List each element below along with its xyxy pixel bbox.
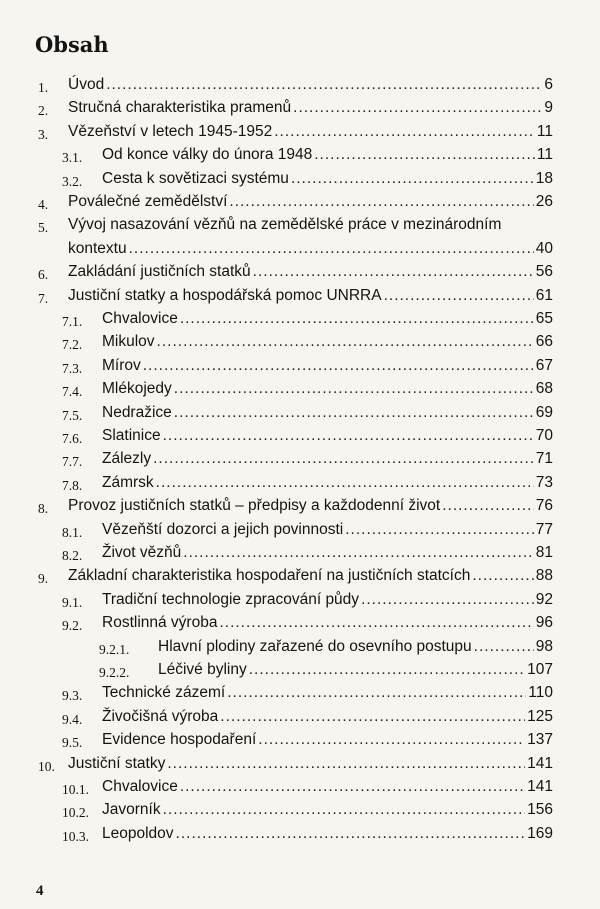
toc-entry-number: 7.5. — [62, 407, 83, 423]
toc-entry-page: 169 — [527, 824, 553, 842]
toc-entry-title: Vývoj nasazování vězňů na zemědělské práce v mezinárodním — [68, 216, 502, 234]
dot-leader — [180, 310, 534, 328]
toc-entry-page: 11 — [536, 122, 553, 140]
toc-entry-page: 73 — [535, 473, 553, 491]
dot-leader — [293, 99, 542, 117]
toc-entry-line — [102, 450, 553, 468]
toc-entry-number: 9.2.1. — [99, 641, 130, 657]
toc-entry-title: Justiční statky — [68, 754, 166, 772]
toc-entry-title: Živočišná výroba — [102, 707, 219, 725]
dot-leader — [249, 661, 525, 679]
toc-entry-line — [102, 825, 553, 843]
toc-entry-title: Poválečné zemědělství — [68, 193, 228, 210]
toc-entry-page: 156 — [527, 801, 553, 819]
toc-entry-number: 5. — [38, 220, 49, 236]
toc-entry — [0, 521, 600, 544]
dot-leader — [157, 333, 534, 351]
toc-entry-line — [102, 427, 553, 445]
toc-entry-page: 71 — [535, 450, 553, 468]
toc-entry-number: 7. — [38, 290, 49, 306]
toc-entry-title: Nedražice — [102, 403, 172, 421]
toc-entry — [0, 661, 600, 684]
toc-entry — [0, 263, 600, 286]
toc-entry-line — [102, 521, 553, 539]
toc-entry-title: kontextu — [68, 239, 127, 257]
toc-entry — [0, 170, 600, 193]
toc-entry-line — [68, 76, 553, 94]
toc-entry-page: 107 — [527, 661, 553, 678]
dot-leader — [345, 521, 534, 539]
toc-entry-page: 76 — [535, 497, 553, 515]
toc-entry-continuation — [0, 240, 600, 263]
toc-entry — [0, 146, 600, 169]
toc-entry-page: 88 — [535, 567, 553, 585]
toc-entry-line — [68, 755, 553, 773]
dot-leader — [474, 638, 534, 656]
toc-entry-line — [102, 544, 553, 562]
toc-entry-title: Hlavní plodiny zařazené do osevního postupu — [158, 637, 472, 655]
toc-entry-number: 7.4. — [62, 384, 83, 400]
toc-entry-title: Tradiční technologie zpracování půdy — [102, 590, 360, 608]
toc-entry-number: 9.2.2. — [99, 665, 130, 680]
dot-leader — [258, 731, 525, 749]
toc-entry-number: 9.2. — [62, 618, 83, 634]
toc-entry-number: 9.4. — [62, 711, 83, 727]
toc-entry — [0, 474, 600, 497]
dot-leader — [361, 591, 534, 609]
toc-entry-line — [158, 638, 553, 656]
dot-leader — [384, 287, 534, 305]
toc-entry-line — [158, 661, 553, 679]
toc-entry — [0, 731, 600, 754]
dot-leader — [442, 497, 534, 515]
toc-entry-title: Mikulov — [102, 333, 155, 351]
dot-leader — [176, 825, 526, 843]
toc-entry — [0, 76, 600, 99]
toc-entry-number: 7.1. — [62, 314, 83, 329]
toc-entry-title: Vězeňství v letech 1945-1952 — [68, 122, 273, 140]
toc-entry — [0, 825, 600, 848]
toc-entry — [0, 801, 600, 824]
toc-entry-page: 69 — [535, 403, 553, 421]
dot-leader — [163, 801, 526, 819]
toc-entry-line — [102, 333, 553, 351]
toc-entry-title: Zámrsk — [102, 473, 154, 491]
toc-entry-number: 9.1. — [62, 594, 83, 610]
toc-entry-title: Mlékojedy — [102, 380, 172, 398]
toc-entry-line — [68, 287, 553, 305]
toc-entry — [0, 99, 600, 122]
toc-entry-line — [102, 731, 553, 749]
toc-entry-line — [102, 310, 553, 328]
dot-leader — [227, 684, 526, 702]
toc-entry-title: Justiční statky a hospodářská pomoc UNRRA — [68, 286, 382, 304]
toc-entry-line — [68, 99, 553, 117]
toc-entry-number: 9. — [38, 571, 49, 587]
toc-entry-page: 66 — [535, 333, 553, 351]
dot-leader — [219, 614, 533, 632]
toc-entry-page: 70 — [535, 427, 553, 444]
dot-leader — [220, 708, 525, 726]
toc-entry-title: Chvalovice — [102, 778, 178, 795]
toc-entry-page: 141 — [527, 778, 553, 795]
toc-entry-page: 81 — [535, 544, 553, 561]
toc-entry-page: 77 — [535, 520, 553, 538]
dot-leader — [129, 240, 534, 258]
toc-entry-page: 9 — [544, 99, 553, 117]
dot-leader — [180, 778, 525, 796]
toc-entry — [0, 614, 600, 637]
dot-leader — [274, 123, 535, 141]
toc-entry-number: 9.3. — [62, 688, 83, 704]
toc-entry-title: Léčivé byliny — [158, 661, 247, 678]
toc-entry-line — [68, 240, 553, 258]
toc-entry-title: Mírov — [102, 356, 141, 374]
dot-leader — [106, 76, 542, 94]
toc-entry — [0, 310, 600, 333]
dot-leader — [174, 380, 534, 398]
toc-entry-number: 3.1. — [62, 150, 83, 166]
toc-entry-title: Technické zázemí — [102, 684, 226, 702]
dot-leader — [183, 544, 533, 562]
toc-entry — [0, 380, 600, 403]
toc-entry-number: 8.1. — [62, 524, 83, 540]
toc-entry-page: 6 — [544, 76, 553, 93]
toc-entry-line — [102, 357, 553, 375]
toc-entry-line — [102, 474, 553, 492]
toc-entry-number: 7.6. — [62, 431, 83, 446]
toc-entry-title: Zakládání justičních statků — [68, 263, 251, 281]
toc-entry-line — [102, 684, 553, 702]
toc-entry-number: 3. — [38, 126, 49, 142]
toc-entry-line — [102, 380, 553, 398]
toc-entry-line — [102, 801, 553, 819]
toc-entry-line — [102, 146, 553, 164]
toc-entry-page: 137 — [527, 731, 553, 749]
toc-entry-page: 26 — [535, 193, 553, 210]
toc-entry-page: 96 — [535, 614, 553, 632]
toc-entry-line — [68, 567, 553, 585]
toc-entry-number: 7.7. — [62, 454, 83, 470]
toc-entry — [0, 708, 600, 731]
toc-entry-page: 67 — [535, 356, 553, 374]
toc-heading: Obsah — [35, 32, 109, 57]
toc-entry-title: Úvod — [68, 76, 105, 93]
toc-entry-title: Provoz justičních statků – předpisy a každodenní život — [68, 497, 441, 515]
toc-entry — [0, 216, 600, 239]
toc-entry-page: 56 — [535, 263, 553, 281]
toc-entry-page: 18 — [535, 169, 553, 187]
toc-entry — [0, 544, 600, 567]
toc-entry — [0, 123, 600, 146]
toc-entry — [0, 357, 600, 380]
toc-entry — [0, 450, 600, 473]
toc-entry-number: 9.5. — [62, 735, 83, 751]
toc-entry-title: Cesta k sovětizaci systému — [102, 169, 289, 187]
toc-entry-line — [102, 404, 553, 422]
toc-entry-page: 125 — [527, 707, 553, 725]
toc-entry-number: 10.3. — [62, 828, 89, 844]
toc-entry-number: 4. — [38, 197, 49, 212]
toc-entry-number: 1. — [38, 80, 49, 95]
toc-entry-line — [68, 497, 553, 515]
toc-entry-page: 68 — [535, 380, 553, 398]
toc-entry-number: 7.3. — [62, 360, 83, 376]
dot-leader — [174, 404, 534, 422]
toc-entry-number: 3.2. — [62, 173, 83, 189]
dot-leader — [153, 450, 534, 468]
toc-entry-title: Javorník — [102, 801, 161, 819]
toc-entry-title: Vězeňští dozorci a jejich povinnosti — [102, 520, 344, 538]
toc-entry-page: 11 — [536, 146, 553, 164]
toc-entry-title: Od konce války do února 1948 — [102, 146, 313, 164]
dot-leader — [472, 567, 533, 585]
page-number: 4 — [36, 883, 44, 899]
toc-entry — [0, 427, 600, 450]
toc-entry-line — [102, 614, 553, 632]
toc-entry — [0, 638, 600, 661]
toc-entry-number: 10.2. — [62, 805, 89, 821]
toc-entry-title: Základní charakteristika hospodaření na justičních statcích — [68, 567, 471, 585]
toc-entry-line — [68, 263, 553, 281]
toc-entry-title: Život vězňů — [102, 544, 182, 561]
toc-entry-line — [68, 123, 553, 141]
dot-leader — [229, 193, 533, 211]
toc-entry-title: Chvalovice — [102, 310, 178, 327]
toc-entry-number: 7.2. — [62, 337, 83, 353]
dot-leader — [314, 146, 535, 164]
toc-entry-number: 8.2. — [62, 548, 83, 563]
toc-entry-line — [102, 708, 553, 726]
toc-entry — [0, 567, 600, 590]
toc-entry-number: 8. — [38, 501, 49, 517]
toc-entry — [0, 193, 600, 216]
toc-entry-page: 92 — [535, 590, 553, 608]
toc-entry-line — [102, 591, 553, 609]
toc-entry-page: 65 — [535, 310, 553, 327]
toc-entry-title: Zálezly — [102, 450, 152, 468]
toc-entry-number: 10. — [38, 758, 55, 774]
toc-entry-number: 6. — [38, 267, 49, 283]
toc-entry-number: 7.8. — [62, 477, 83, 493]
toc-entry — [0, 684, 600, 707]
dot-leader — [167, 755, 525, 773]
toc-entry — [0, 333, 600, 356]
toc-entry-page: 61 — [535, 286, 553, 304]
toc-entry-line — [102, 170, 553, 188]
toc-entry — [0, 755, 600, 778]
toc-entry-page: 141 — [527, 754, 553, 772]
toc-entry-number: 10.1. — [62, 782, 89, 797]
toc-entry-title: Slatinice — [102, 427, 161, 444]
toc-entry-line — [68, 193, 553, 211]
toc-entry-page: 98 — [535, 637, 553, 655]
toc-entry-title: Rostlinná výroba — [102, 614, 218, 632]
toc-entry-title: Leopoldov — [102, 824, 174, 842]
dot-leader — [156, 474, 534, 492]
dot-leader — [163, 427, 534, 445]
toc-entry — [0, 497, 600, 520]
toc-entry — [0, 778, 600, 801]
toc-entry-title: Evidence hospodaření — [102, 731, 257, 749]
toc-entry — [0, 287, 600, 310]
toc-entry-page: 110 — [528, 684, 553, 702]
toc-entry-line — [102, 778, 553, 796]
toc-entry-number: 2. — [38, 103, 49, 119]
dot-leader — [143, 357, 534, 375]
dot-leader — [291, 170, 534, 188]
toc-entry-title: Stručná charakteristika pramenů — [68, 99, 292, 117]
toc-entry-page: 40 — [535, 239, 553, 257]
dot-leader — [253, 263, 534, 281]
toc-entry — [0, 404, 600, 427]
toc-entry — [0, 591, 600, 614]
